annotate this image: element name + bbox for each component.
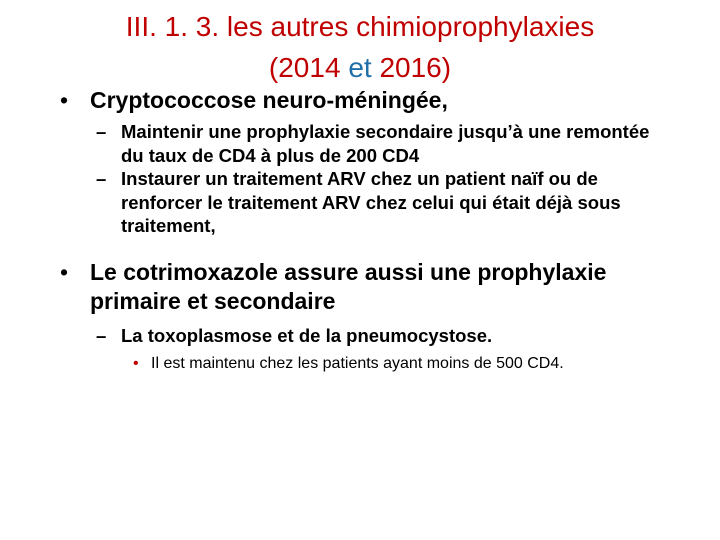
sub-bullet-text: Instaurer un traitement ARV chez un patient naïf ou de renforcer le traitement ARV chez celui qui était déjà sous traitement, xyxy=(121,168,621,236)
sub-bullet-prophylaxie-secondaire xyxy=(0,120,660,167)
bullet-text: Le cotrimoxazole assure aussi une prophylaxie primaire et secondaire xyxy=(90,258,607,314)
sub-bullet-traitement-arv xyxy=(0,167,660,238)
subsub-bullet-text: Il est maintenu chez les patients ayant moins de 500 CD4. xyxy=(151,355,564,372)
bullet-cryptococcose xyxy=(0,86,680,115)
dash-marker: – xyxy=(96,121,107,142)
bullet-marker: • xyxy=(133,355,139,372)
bullet-marker: • xyxy=(60,258,69,285)
title-line-1: III. 1. 3. les autres chimioprophylaxies xyxy=(125,11,595,42)
subsub-bullet-maintenu xyxy=(0,353,652,374)
title-year-2014: 2014 xyxy=(278,52,341,83)
sub-bullet-toxoplasmose xyxy=(0,324,660,348)
sub-bullet-text: La toxoplasmose et de la pneumocystose. xyxy=(121,324,493,346)
title-line-2 xyxy=(0,47,720,88)
dash-marker: – xyxy=(96,168,107,189)
title-year-2016: 2016 xyxy=(379,52,442,83)
slide-content xyxy=(0,86,720,374)
title-paren-close: ) xyxy=(441,52,452,83)
bullet-text: Cryptococcose neuro-méningée, xyxy=(90,87,448,113)
bullet-marker: • xyxy=(60,87,69,113)
title-paren-open: ( xyxy=(268,52,279,83)
slide-title xyxy=(0,6,720,88)
dash-marker: – xyxy=(96,324,107,346)
bullet-cotrimoxazole xyxy=(0,258,680,316)
sub-bullet-text: Maintenir une prophylaxie secondaire jusqu’à une remontée du taux de CD4 à plus de 200 CD4 xyxy=(121,121,650,166)
title-et: et xyxy=(348,52,372,83)
